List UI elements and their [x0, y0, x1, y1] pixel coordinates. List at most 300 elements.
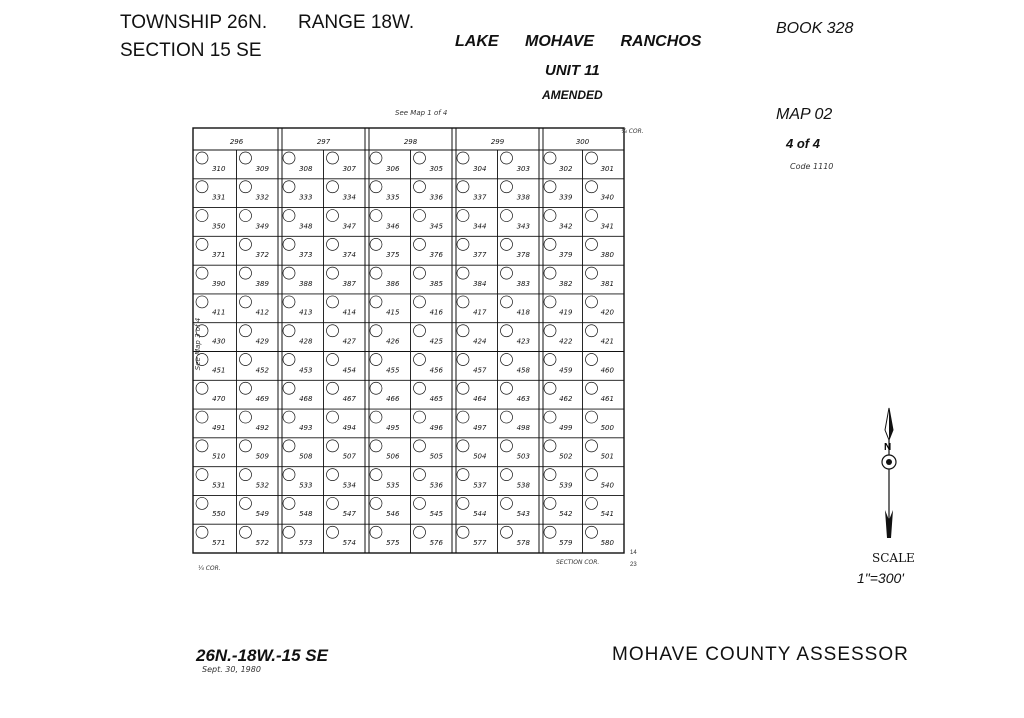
parcel-circle [501, 526, 513, 538]
parcel-label: 499 [559, 423, 573, 432]
parcel-circle [414, 411, 426, 423]
parcel-label: 469 [255, 395, 269, 404]
parcel-label: 350 [212, 222, 226, 231]
parcel-label: 372 [255, 251, 269, 260]
parcel-label: 458 [516, 366, 530, 375]
parcel-label: 459 [559, 366, 573, 375]
parcel-label: 429 [255, 337, 269, 346]
parcel-label: 501 [600, 452, 614, 461]
parcel-circle [327, 152, 339, 164]
parcel-label: 342 [559, 222, 573, 231]
parcel-label: 298 [403, 138, 418, 146]
parcel-label: 455 [386, 366, 400, 375]
parcel-label: 464 [473, 395, 487, 404]
parcel-label: 576 [429, 539, 443, 547]
parcel-circle [544, 238, 556, 250]
section-corner-note: SECTION COR. [556, 559, 600, 566]
parcel-label: 343 [516, 222, 530, 231]
parcel-label: 548 [299, 510, 313, 519]
parcel-circle [586, 296, 598, 308]
parcel-circle [586, 267, 598, 279]
parcel-circle [544, 411, 556, 423]
parcel-label: 542 [559, 510, 573, 519]
parcel-circle [370, 210, 382, 222]
parcel-label: 388 [299, 279, 313, 288]
parcel-circle [283, 238, 295, 250]
parcel-circle [327, 181, 339, 193]
parcel-circle [283, 497, 295, 509]
parcel-label: 374 [342, 251, 356, 260]
sheet-label: 4 of 4 [786, 136, 820, 151]
parcel-label: 539 [559, 481, 573, 490]
parcel-circle [370, 325, 382, 337]
parcel-circle [327, 296, 339, 308]
parcel-circle [414, 440, 426, 452]
parcel-label: 299 [490, 138, 505, 146]
parcel-label: 426 [386, 337, 400, 346]
parcel-label: 308 [299, 164, 313, 173]
parcel-circle [196, 411, 208, 423]
north-label: N [884, 442, 892, 453]
parcel-circle [370, 238, 382, 250]
parcel-label: 371 [212, 251, 226, 260]
parcel-circle [457, 267, 469, 279]
parcel-circle [370, 440, 382, 452]
parcel-circle [457, 526, 469, 538]
township-label: TOWNSHIP 26N. [120, 12, 268, 33]
parcel-circle [196, 440, 208, 452]
parcel-circle [240, 411, 252, 423]
parcel-circle [283, 267, 295, 279]
parcel-circle [501, 238, 513, 250]
parcel-circle [414, 296, 426, 308]
parcel-label: 454 [342, 366, 356, 375]
parcel-label: 575 [386, 539, 400, 547]
section-number-23: 23 [630, 562, 637, 568]
parcel-circle [283, 296, 295, 308]
parcel-circle [501, 210, 513, 222]
parcel-label: 494 [342, 423, 356, 432]
parcel-circle [544, 181, 556, 193]
parcel-label: 457 [473, 366, 487, 375]
parcel-label: 465 [429, 395, 443, 404]
parcel-circle [586, 440, 598, 452]
parcel-circle [370, 181, 382, 193]
parcel-circle [414, 469, 426, 481]
parcel-label: 545 [429, 510, 443, 519]
parcel-circle [501, 296, 513, 308]
parcel-label: 334 [342, 193, 356, 202]
parcel-label: 533 [299, 481, 313, 490]
parcel-circle [414, 325, 426, 337]
section-number-14: 14 [630, 550, 637, 556]
parcel-circle [240, 469, 252, 481]
parcel-circle [457, 210, 469, 222]
parcel-label: 349 [255, 222, 269, 231]
parcel-circle [327, 411, 339, 423]
parcel-label: 574 [342, 539, 356, 547]
parcel-label: 504 [473, 452, 487, 461]
assessor-label: MOHAVE COUNTY ASSESSOR [612, 644, 909, 665]
parcel-circle [586, 411, 598, 423]
parcel-label: 453 [299, 366, 313, 375]
parcel-label: 306 [386, 164, 400, 173]
parcel-label: 493 [299, 423, 313, 432]
section-label: SECTION 15 SE [120, 40, 262, 61]
map-number-label: MAP 02 [776, 106, 833, 123]
parcel-circle [370, 469, 382, 481]
parcel-label: 456 [429, 366, 443, 375]
parcel-label: 418 [516, 308, 530, 317]
parcel-circle [544, 210, 556, 222]
top-reference-note: See Map 1 of 4 [395, 109, 448, 117]
parcel-label: 303 [516, 164, 530, 173]
parcel-label: 345 [429, 222, 443, 231]
parcel-circle [457, 469, 469, 481]
parcel-label: 507 [342, 452, 356, 461]
parcel-circle [240, 497, 252, 509]
parcel-label: 377 [473, 251, 487, 260]
parcel-circle [196, 152, 208, 164]
parcel-label: 333 [299, 193, 313, 202]
parcel-label: 424 [473, 337, 487, 346]
parcel-label: 468 [299, 395, 313, 404]
parcel-label: 460 [600, 366, 614, 375]
parcel-label: 498 [516, 423, 530, 432]
parcel-circle [414, 152, 426, 164]
parcel-circle [327, 325, 339, 337]
parcel-circle [327, 440, 339, 452]
parcel-label: 536 [429, 481, 443, 490]
parcel-circle [501, 382, 513, 394]
parcel-circle [544, 152, 556, 164]
parcel-label: 463 [516, 395, 530, 404]
parcel-label: 452 [255, 366, 269, 375]
scale-label: SCALE [872, 551, 915, 565]
amended-label: AMENDED [542, 88, 603, 102]
parcel-label: 535 [386, 481, 400, 490]
parcel-label: 413 [299, 308, 313, 317]
parcel-label: 375 [386, 251, 400, 260]
parcel-label: 376 [429, 251, 443, 260]
parcel-circle [240, 296, 252, 308]
parcel-circle [370, 411, 382, 423]
parcel-circle [414, 181, 426, 193]
north-arrow-icon [882, 408, 896, 538]
parcel-label: 462 [559, 395, 573, 404]
parcel-circle [196, 181, 208, 193]
parcel-label: 387 [342, 279, 356, 288]
parcel-circle [283, 210, 295, 222]
parcel-circle [240, 152, 252, 164]
parcel-label: 538 [516, 481, 530, 490]
parcel-label: 346 [386, 222, 400, 231]
parcel-label: 380 [600, 251, 614, 260]
parcel-circle [196, 267, 208, 279]
unit-label: UNIT 11 [545, 62, 600, 79]
parcel-label: 331 [212, 193, 226, 202]
parcel-circle [414, 526, 426, 538]
parcel-label: 340 [600, 193, 614, 202]
parcel-label: 541 [600, 510, 614, 519]
parcel-label: 384 [473, 279, 487, 288]
parcel-circle [240, 181, 252, 193]
parcel-label: 338 [516, 193, 530, 202]
parcel-label: 378 [516, 251, 530, 260]
parcel-label: 510 [212, 452, 226, 461]
parcel-label: 302 [559, 164, 573, 173]
parcel-circle [457, 497, 469, 509]
parcel-label: 502 [559, 452, 573, 461]
parcel-label: 417 [473, 308, 487, 317]
parcel-label: 497 [473, 423, 487, 432]
parcel-circle [240, 210, 252, 222]
parcel-circle [327, 526, 339, 538]
parcel-label: 389 [255, 279, 269, 288]
parcel-label: 381 [600, 279, 614, 288]
parcel-label: 547 [342, 510, 356, 519]
parcel-label: 341 [600, 222, 614, 231]
parcel-circle [414, 354, 426, 366]
parcel-circle [240, 267, 252, 279]
parcel-label: 571 [212, 539, 226, 547]
parcel-circle [457, 382, 469, 394]
parcel-label: 451 [212, 366, 226, 375]
parcel-circle [327, 469, 339, 481]
parcel-label: 543 [516, 510, 530, 519]
parcel-label: 423 [516, 337, 530, 346]
book-label: BOOK 328 [776, 20, 854, 37]
parcel-label: 339 [559, 193, 573, 202]
parcel-circle [327, 382, 339, 394]
parcel-circle [283, 354, 295, 366]
parcel-label: 386 [386, 279, 400, 288]
parcel-label: 427 [342, 337, 356, 346]
parcel-label: 415 [386, 308, 400, 317]
parcel-circle [544, 497, 556, 509]
parcel-label: 496 [429, 423, 443, 432]
parcel-label: 373 [299, 251, 313, 260]
parcel-label: 307 [342, 164, 356, 173]
parcel-label: 385 [429, 279, 443, 288]
parcel-circle [457, 440, 469, 452]
parcel-circle [370, 497, 382, 509]
parcel-label: 579 [559, 539, 573, 547]
parcel-label: 382 [559, 279, 573, 288]
parcel-circle [544, 354, 556, 366]
parcel-label: 310 [212, 164, 226, 173]
parcel-label: 344 [473, 222, 487, 231]
parcel-circle [196, 469, 208, 481]
parcel-label: 491 [212, 423, 226, 432]
parcel-circle [240, 354, 252, 366]
parcel-label: 428 [299, 337, 313, 346]
parcel-circle [501, 325, 513, 337]
parcel-circle [240, 526, 252, 538]
parcel-label: 347 [342, 222, 356, 231]
parcel-label: 416 [429, 308, 443, 317]
parcel-label: 580 [600, 539, 614, 547]
side-reference-note: See Map 3 of 4 [194, 317, 203, 371]
parcel-label: 550 [212, 510, 226, 519]
parcel-circle [457, 296, 469, 308]
parcel-label: 336 [429, 193, 443, 202]
parcel-circle [544, 526, 556, 538]
parcel-circle [240, 440, 252, 452]
parcel-label: 332 [255, 193, 269, 202]
parcel-label: 297 [316, 138, 331, 146]
parcel-label: 534 [342, 481, 356, 490]
parcel-circle [370, 382, 382, 394]
parcel-label: 540 [600, 481, 614, 490]
parcel-label: 572 [255, 539, 269, 547]
corner-note-sw: ¼ COR. [198, 565, 221, 572]
parcel-circle [196, 354, 208, 366]
parcel-label: 470 [212, 395, 226, 404]
parcel-circle [240, 382, 252, 394]
parcel-circle [327, 210, 339, 222]
parcel-label: 508 [299, 452, 313, 461]
parcel-label: 412 [255, 308, 269, 317]
parcel-circle [283, 152, 295, 164]
parcel-label: 305 [429, 164, 443, 173]
parcel-circle [544, 469, 556, 481]
parcel-label: 546 [386, 510, 400, 519]
parcel-label: 466 [386, 395, 400, 404]
parcel-circle [501, 440, 513, 452]
parcel-circle [370, 526, 382, 538]
parcel-circle [370, 267, 382, 279]
parcel-circle [370, 152, 382, 164]
parcel-circle [586, 354, 598, 366]
parcel-label: 578 [516, 539, 530, 547]
parcel-label: 531 [212, 481, 226, 490]
parcel-circle [196, 382, 208, 394]
parcel-circle [544, 325, 556, 337]
parcel-label: 335 [386, 193, 400, 202]
parcel-circle [240, 238, 252, 250]
parcel-label: 411 [212, 308, 226, 317]
parcel-circle [544, 382, 556, 394]
parcel-label: 390 [212, 279, 226, 288]
parcel-label: 506 [386, 452, 400, 461]
parcel-label: 532 [255, 481, 269, 490]
corner-note-ne: ¼ COR. [621, 128, 644, 135]
parcel-label: 577 [473, 539, 487, 547]
parcel-circle [544, 440, 556, 452]
parcel-circle [327, 497, 339, 509]
parcel-label: 337 [473, 193, 487, 202]
parcel-circle [501, 354, 513, 366]
parcel-circle [586, 238, 598, 250]
parcel-circle [196, 238, 208, 250]
parcel-label: 430 [212, 337, 226, 346]
parcel-circle [370, 296, 382, 308]
parcel-circle [327, 238, 339, 250]
parcel-circle [196, 325, 208, 337]
parcel-label: 419 [559, 308, 573, 317]
parcel-circle [457, 238, 469, 250]
parcel-circle [586, 181, 598, 193]
parcel-circle [196, 497, 208, 509]
parcel-circle [370, 354, 382, 366]
parcel-circle [414, 238, 426, 250]
parcel-circle [501, 181, 513, 193]
parcel-label: 296 [229, 138, 244, 146]
parcel-circle [283, 526, 295, 538]
parcel-circle [586, 325, 598, 337]
map-title: LAKE MOHAVE RANCHOS [455, 33, 702, 50]
parcel-grid [193, 128, 624, 553]
parcel-circle [457, 181, 469, 193]
parcel-label: 348 [299, 222, 313, 231]
parcel-circle [196, 526, 208, 538]
parcel-label: 544 [473, 510, 487, 519]
parcel-label: 500 [600, 423, 614, 432]
parcel-label: 383 [516, 279, 530, 288]
parcel-circle [501, 411, 513, 423]
parcel-label: 467 [342, 395, 356, 404]
parcel-circle [327, 267, 339, 279]
parcel-circle [283, 325, 295, 337]
parcel-label: 425 [429, 337, 443, 346]
footer-date: Sept. 30, 1980 [202, 665, 261, 674]
parcel-circle [457, 354, 469, 366]
parcel-label: 573 [299, 539, 313, 547]
parcel-circle [283, 181, 295, 193]
parcel-circle [586, 497, 598, 509]
parcel-circle [457, 411, 469, 423]
parcel-circle [544, 296, 556, 308]
range-label: RANGE 18W. [298, 12, 415, 33]
parcel-circle [414, 267, 426, 279]
parcel-circle [501, 469, 513, 481]
parcel-circle [457, 152, 469, 164]
code-label: Code 1110 [790, 162, 834, 171]
parcel-circle [501, 497, 513, 509]
parcel-label: 422 [559, 337, 573, 346]
parcel-circle [283, 440, 295, 452]
parcel-circle [501, 267, 513, 279]
parcel-circle [414, 210, 426, 222]
scale-value: 1"=300' [857, 570, 904, 586]
parcel-label: 495 [386, 423, 400, 432]
parcel-circle [501, 152, 513, 164]
parcel-circle [586, 382, 598, 394]
parcel-label: 309 [255, 164, 269, 173]
parcel-circle [196, 210, 208, 222]
parcel-label: 304 [473, 164, 487, 173]
parcel-label: 549 [255, 510, 269, 519]
parcel-circle [327, 354, 339, 366]
parcel-circle [414, 497, 426, 509]
parcel-circle [240, 325, 252, 337]
parcel-circle [196, 296, 208, 308]
parcel-label: 301 [600, 164, 614, 173]
parcel-label: 505 [429, 452, 443, 461]
parcel-label: 420 [600, 308, 614, 317]
parcel-circle [283, 411, 295, 423]
parcel-circle [586, 469, 598, 481]
parcel-label: 421 [600, 337, 614, 346]
parcel-label: 414 [342, 308, 356, 317]
parcel-circle [586, 526, 598, 538]
parcel-label: 537 [473, 481, 487, 490]
parcel-circle [283, 382, 295, 394]
parcel-circle [586, 152, 598, 164]
parcel-label: 492 [255, 423, 269, 432]
parcel-label: 503 [516, 452, 530, 461]
